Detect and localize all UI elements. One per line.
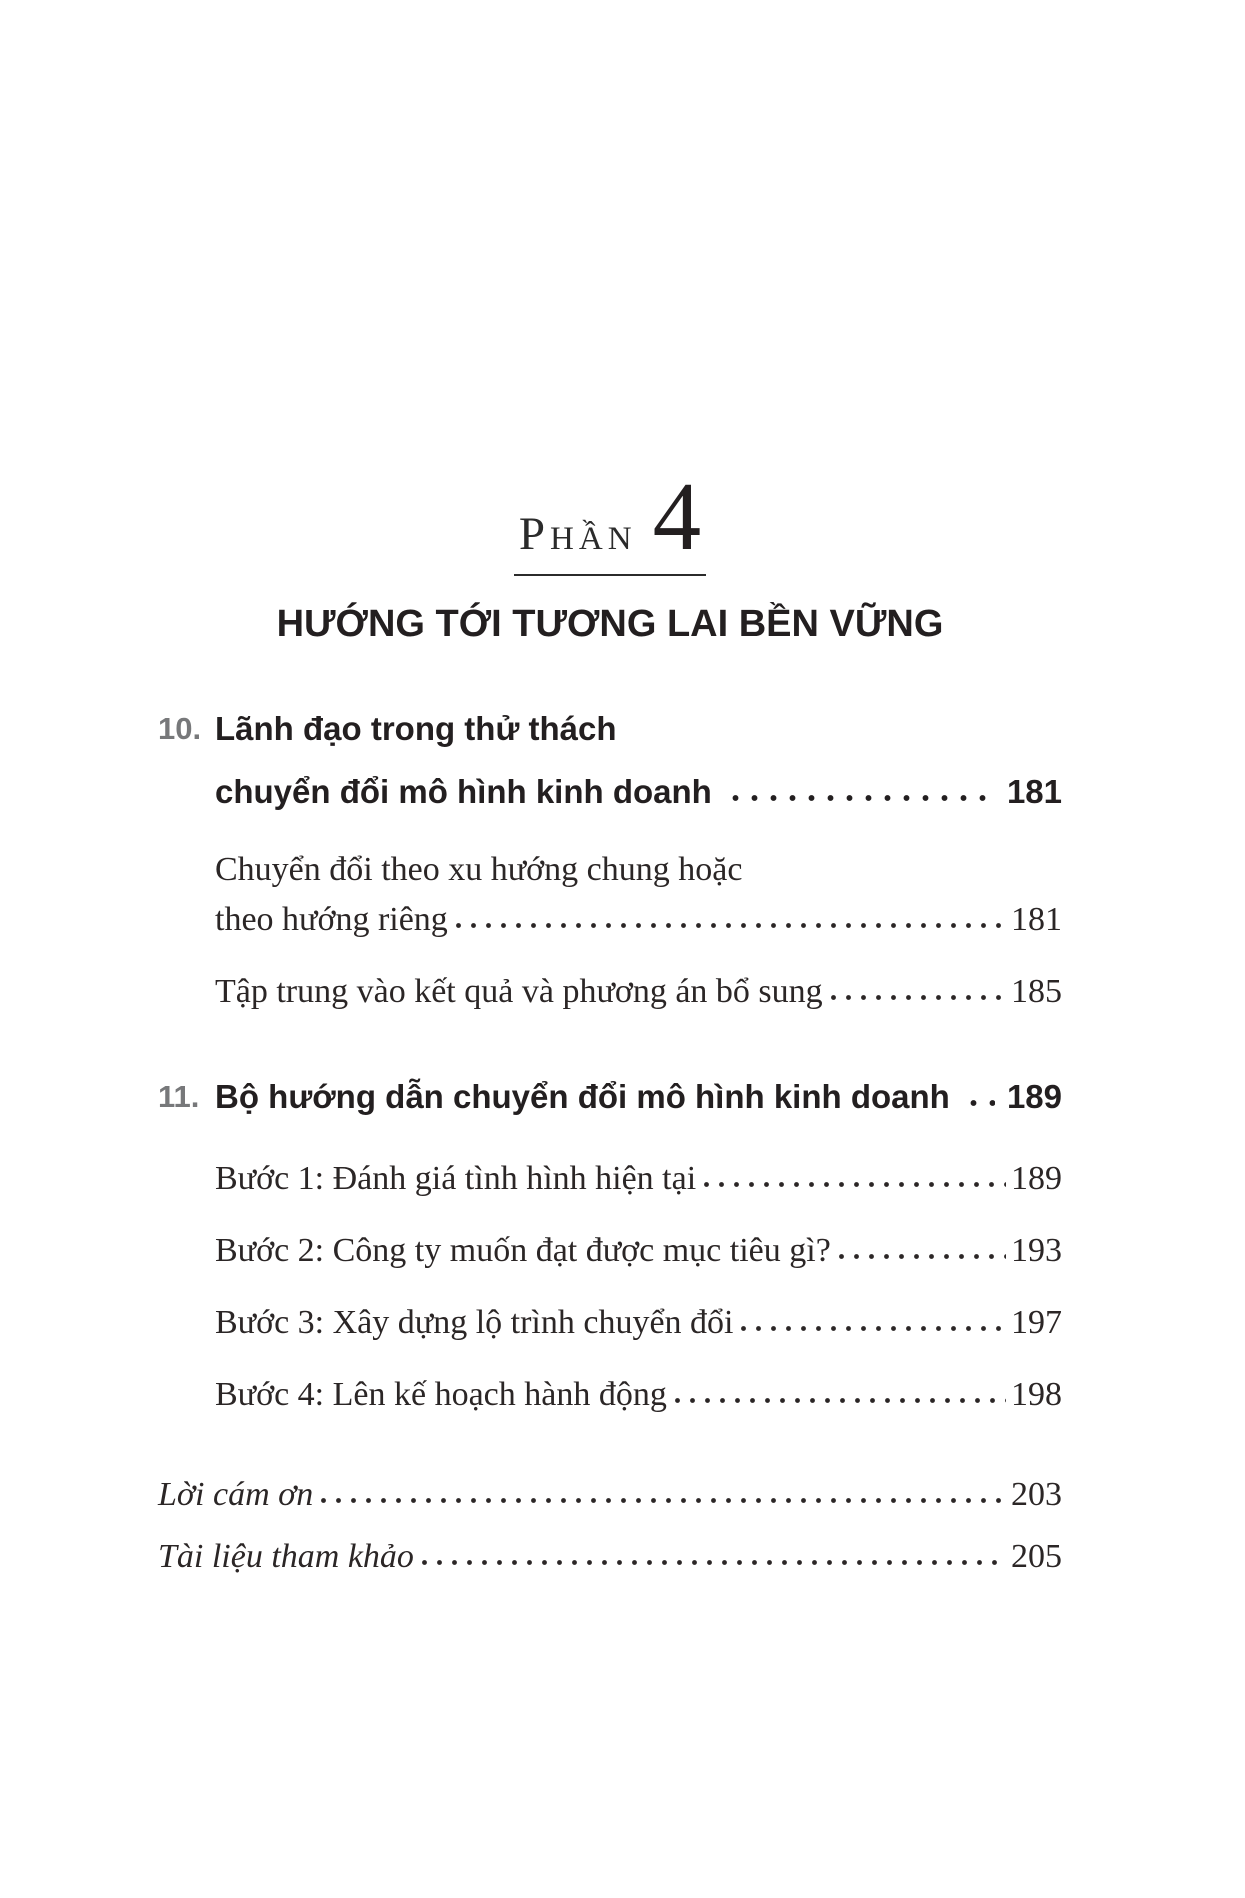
toc-backmatter-entry: [158, 1470, 1062, 1520]
backmatter-title: Lời cám ơn: [158, 1475, 314, 1513]
chapter-title-line: Bộ hướng dẫn chuyển đổi mô hình kinh doanh: [215, 1077, 950, 1115]
dot-leader: [964, 1098, 995, 1108]
section-title: HƯỚNG TỚI TƯƠNG LAI BỀN VỮNG: [276, 603, 944, 645]
dot-leader: [726, 793, 995, 803]
toc-back-matter: [158, 1470, 1062, 1582]
dot-leader: [451, 921, 1006, 930]
table-of-contents: [158, 697, 1062, 1582]
chapter-title-line: chuyển đổi mô hình kinh doanh: [215, 772, 712, 810]
toc-subentry: [215, 1370, 1062, 1420]
backmatter-title: Tài liệu tham khảo: [158, 1537, 414, 1575]
page-number: 181: [1006, 772, 1062, 810]
dot-leader: [417, 1558, 1006, 1567]
part-number: 4: [652, 463, 702, 570]
toc-subentry: [215, 1226, 1062, 1276]
part-label: Phần: [518, 508, 637, 560]
part-divider: [514, 574, 706, 576]
subentry-title-line: Bước 4: Lên kế hoạch hành động: [215, 1375, 667, 1413]
subentry-title-line: Bước 3: Xây dựng lộ trình chuyển đổi: [215, 1303, 734, 1341]
page-number: 197: [1011, 1303, 1062, 1341]
page-number: 193: [1011, 1231, 1062, 1269]
toc-subentry: [215, 1154, 1062, 1204]
page-number: 185: [1011, 972, 1062, 1010]
toc-chapter-11: [158, 1065, 1062, 1420]
dot-leader: [670, 1396, 1006, 1405]
toc-subentry: [215, 967, 1062, 1017]
page-number: 181: [1011, 900, 1062, 938]
toc-subentry: [215, 845, 1062, 945]
toc-subentry: [215, 1298, 1062, 1348]
page-number: 203: [1011, 1475, 1062, 1513]
subentry-title-line: Chuyển đổi theo xu hướng chung hoặc: [215, 850, 743, 888]
page-number: 189: [1011, 1159, 1062, 1197]
dot-leader: [316, 1496, 1006, 1505]
toc-chapter-10: [158, 697, 1062, 1017]
dot-leader: [834, 1252, 1006, 1261]
toc-backmatter-entry: [158, 1532, 1062, 1582]
subentry-title-line: theo hướng riêng: [215, 900, 448, 938]
page-number: 198: [1011, 1375, 1062, 1413]
dot-leader: [736, 1324, 1006, 1333]
dot-leader: [699, 1180, 1006, 1189]
chapter-number: 11.: [158, 1078, 200, 1114]
page-number: 189: [1006, 1077, 1062, 1115]
dot-leader: [826, 993, 1006, 1002]
subentry-title-line: Tập trung vào kết quả và phương án bổ sung: [215, 972, 823, 1010]
page-number: 205: [1011, 1537, 1062, 1575]
part-heading: [158, 0, 1062, 570]
subentry-title-line: Bước 2: Công ty muốn đạt được mục tiêu gì?: [215, 1231, 831, 1269]
chapter-title-line: Lãnh đạo trong thử thách: [215, 709, 617, 747]
chapter-number: 10.: [158, 710, 202, 746]
subentry-title-line: Bước 1: Đánh giá tình hình hiện tại: [215, 1159, 697, 1197]
